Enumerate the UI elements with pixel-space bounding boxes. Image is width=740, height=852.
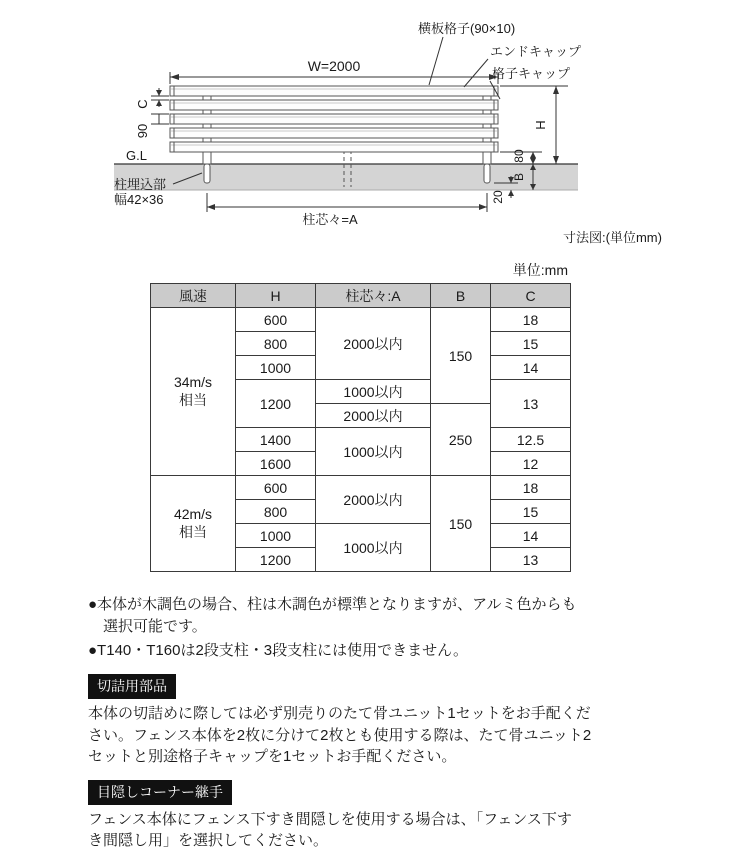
cell: 600 [236,476,316,500]
cell: 13 [491,380,571,428]
footing-dim-label: 20 [491,190,505,204]
section-title: 切詰用部品 [88,674,176,699]
post-embed-label: 柱埋込部 [114,177,167,192]
cell: 18 [491,476,571,500]
fence-boards [170,86,498,152]
board-label: 横板格子(90×10) [418,21,516,36]
table-row [151,476,571,500]
col-header-h: H [236,284,316,308]
right-post-embed [484,164,490,183]
cell: 150 [431,308,491,404]
cell: 1000 [236,524,316,548]
col-header-b: B [431,284,491,308]
lattice-cap-label: 格子キャップ [492,66,571,81]
cell: 1400 [236,428,316,452]
notes-list [88,594,680,661]
cell-wind-42: 42m/s 相当 [151,476,236,572]
cell: 800 [236,332,316,356]
cell: 13 [491,548,571,572]
diagram-caption: 寸法図:(単位mm) [563,230,662,245]
note-t140-t160: ●T140・T160は2段支柱・3段支柱には使用できません。 [88,641,469,659]
spec-table-section [150,258,570,572]
unit-label: 単位:mm [512,262,568,278]
cell: 600 [236,308,316,332]
section-corner-joint [88,780,680,852]
cell: 250 [431,404,491,476]
cell: 1000以内 [316,428,431,476]
cell: 1600 [236,452,316,476]
cell: 1000以内 [316,524,431,572]
spec-table [150,283,571,572]
cell: 800 [236,500,316,524]
col-header-c: C [491,284,571,308]
note-color: ●本体が木調色の場合、柱は木調色が標準となりますが、アルミ色からも 選択可能です。 [88,596,577,635]
embed-depth-dim-label: B [512,172,526,182]
height-dim-label: H [533,120,548,130]
left-post-embed [204,164,210,183]
cell: 1200 [236,548,316,572]
dimension-diagram [0,0,740,258]
bottom-clearance-dim-label: 80 [512,149,526,163]
width-label: W=2000 [307,58,361,74]
gap-dim-label: C [135,99,150,109]
cell: 2000以内 [316,308,431,380]
cell: 2000以内 [316,476,431,524]
fence-drawing [0,0,740,258]
section-cut-parts [88,674,680,767]
ground-level-label: G.L [126,148,147,163]
cell: 12 [491,452,571,476]
section-title: 目隠しコーナー継手 [88,780,232,805]
post-pitch-dimension [207,193,487,212]
board-height-dim-label: 90 [135,123,150,139]
cell: 12.5 [491,428,571,452]
cell: 1000 [236,356,316,380]
end-cap-label: エンドキャップ [490,44,582,59]
post-pitch-label: 柱芯々=A [302,212,358,227]
col-header-wind: 風速 [151,284,236,308]
cell: 1000以内 [316,380,431,404]
cell-wind-34: 34m/s 相当 [151,308,236,476]
table-row [151,308,571,332]
cell: 2000以内 [316,404,431,428]
cell: 1200 [236,380,316,428]
section-body: 本体の切詰めに際しては必ず別売りのたて骨ユニット1セットをお手配くだ さい。フェンス本体を2枚に分けて2枚とも使用する際は、たて骨ユニット2 セットと別途格子キャップを1セットお手配ください。 [88,705,592,765]
col-header-a: 柱芯々:A [316,284,431,308]
post-embed-size-label: 幅42×36 [114,192,164,207]
cell: 14 [491,524,571,548]
cell: 15 [491,500,571,524]
section-body: フェンス本体にフェンス下すき間隠しを使用する場合は、「フェンス下す き間隠し用」を選択してください。 [88,811,572,850]
cell: 150 [431,476,491,572]
cell: 14 [491,356,571,380]
header-row [151,284,571,308]
cell: 15 [491,332,571,356]
cell: 18 [491,308,571,332]
